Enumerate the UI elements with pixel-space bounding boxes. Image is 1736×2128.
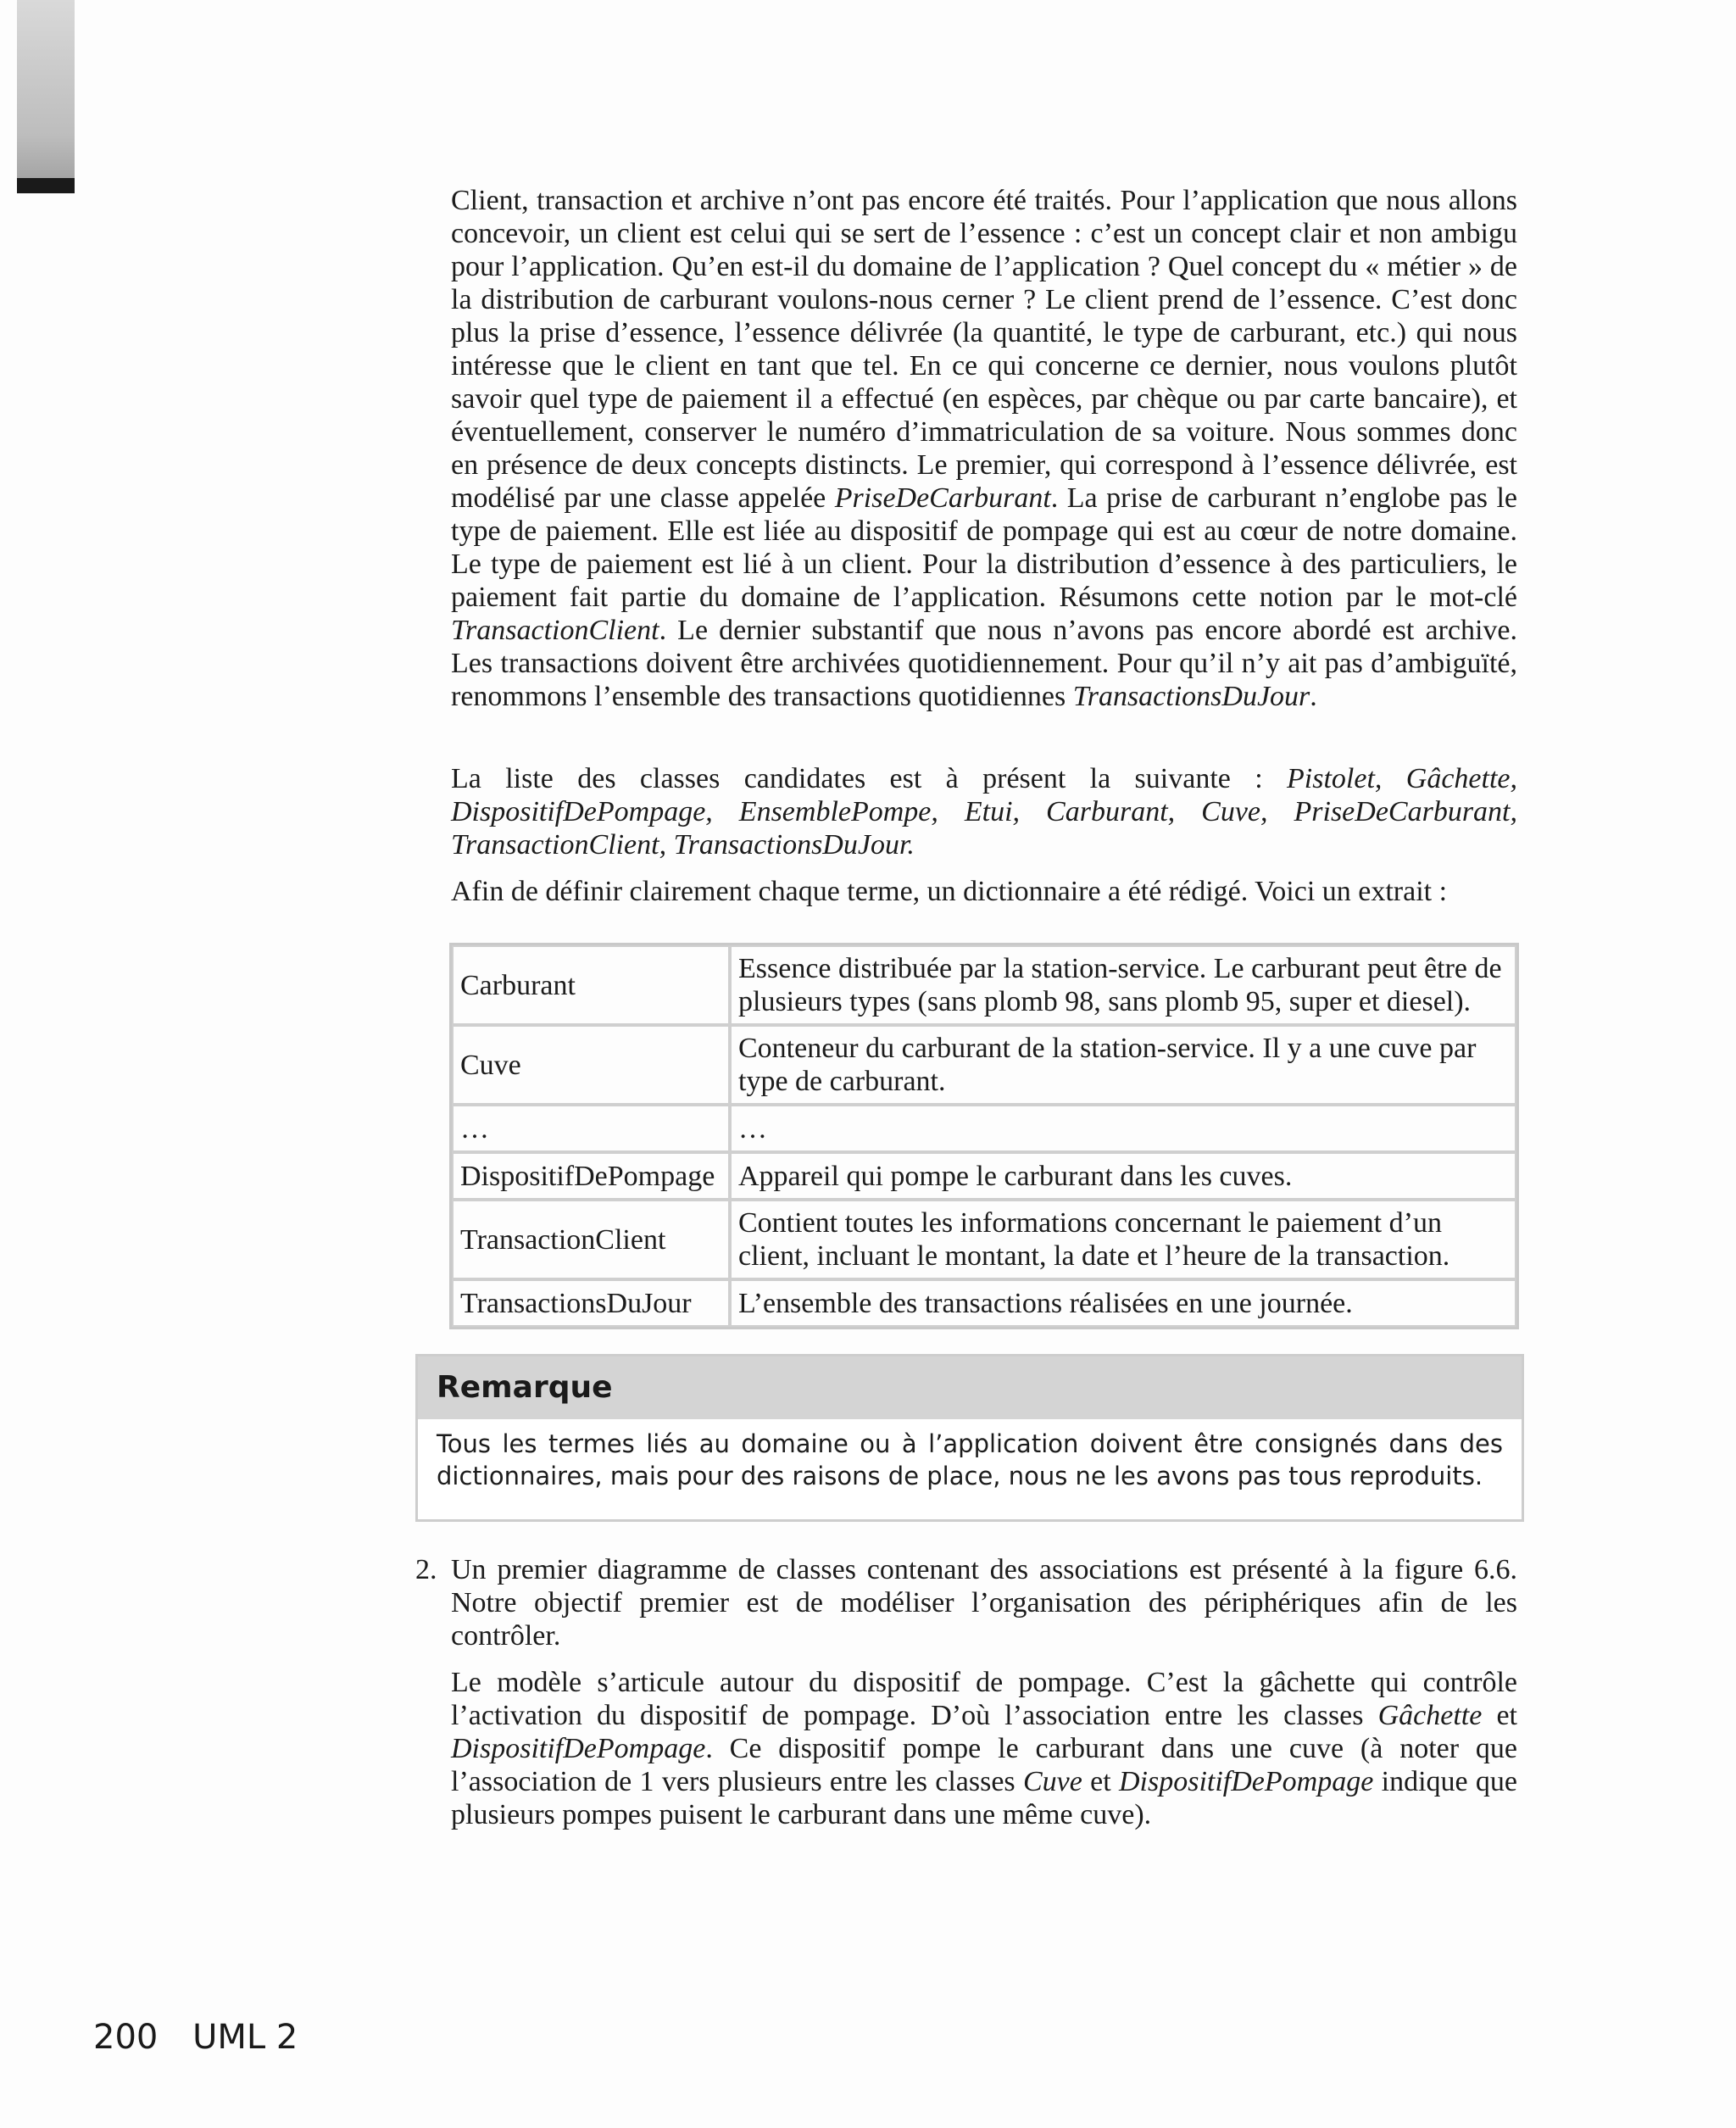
- list-item-paragraph: Un premier diagramme de classes contenant des associations est présenté à la figure 6.6. Notre objectif premier est de modéliser l’organisation des périphériques afin de les contrôler.: [451, 1554, 1517, 1652]
- paragraph-text: Client, transaction et archive n’ont pas encore été traités. Pour l’application que nous allons concevoir, un client est celui qui se sert de l’essence : c’est un concept clair et non ambigu pour l’application. Qu’en est-il du domaine de l’application ? Quel concept du « métier » de la distribution de carburant voulons-nous cerner ? Le client prend de l’essence. C’est donc plus la prise d’essence, l’essence délivrée (la quantité, le type de carburant, etc.) qui nous intéresse que le client en tant que tel. En ce qui concerne ce dernier, nous voulons plutôt savoir quel type de paiement il a effectué (en espèces, par chèque ou par carte bancaire), et éventuellement, conserver le numéro d’immatriculation de sa voiture. Nous sommes donc en présence de deux concepts distincts. Le premier, qui correspond à l’essence délivrée, est modélisé par une classe appelée PriseDeCarburant. La prise de carburant n’englobe pas le type de paiement. Elle est liée au dispositif de pompage qui est au cœur de notre domaine. Le type de paiement est lié à un client. Pour la distribution d’essence à des particuliers, le paiement fait partie du domaine de l’application. Résumons cette notion par le mot-clé TransactionClient. Le dernier substantif que nous n’avons pas encore abordé est archive. Les transactions doivent être archivées quotidiennement. Pour qu’il n’y ait pas d’ambiguïté, renommons l’ensemble des transactions quotidiennes TransactionsDuJour.: [451, 185, 1517, 712]
- italic-term: TransactionsDuJour: [1072, 681, 1310, 712]
- list-item-number: 2.: [415, 1554, 437, 1585]
- paragraph-text: Afin de définir clairement chaque terme, un dictionnaire a été rédigé. Voici un extrait :: [451, 876, 1448, 907]
- dictionary-table: [449, 943, 1519, 1329]
- remark-box: [415, 1354, 1524, 1522]
- italic-term: Pistolet, Gâchette, DispositifDePompage, EnsemblePompe, Etui, Carburant, Cuve, PriseDeCarburant, TransactionClient, TransactionsDuJour.: [451, 763, 1517, 861]
- italic-term: DispositifDePompage: [1119, 1766, 1374, 1797]
- remark-text: Tous les termes liés au domaine ou à l’application doivent être consignés dans des dictionnaires, mais pour des raisons de place, nous ne les avons pas tous reproduits.: [437, 1429, 1503, 1490]
- table-row: [452, 1200, 1516, 1279]
- paragraph-dictionary-intro: [451, 875, 1517, 908]
- dictionary-term: TransactionClient: [452, 1200, 730, 1279]
- dictionary-definition: L’ensemble des transactions réalisées en une journée.: [730, 1279, 1516, 1327]
- page-number: 200: [93, 2018, 159, 2057]
- dictionary-definition: Contient toutes les informations concernant le paiement d’un client, incluant le montant, la date et l’heure de la transaction.: [730, 1200, 1516, 1279]
- dictionary-term: Carburant: [452, 945, 730, 1025]
- table-row: [452, 1279, 1516, 1327]
- table-row: [452, 1025, 1516, 1105]
- italic-term: PriseDeCarburant: [834, 482, 1051, 514]
- remark-title: Remarque: [418, 1356, 1522, 1419]
- dictionary-definition: …: [730, 1105, 1516, 1152]
- table-row: [452, 1105, 1516, 1152]
- chapter-thumb-tab: [17, 0, 75, 193]
- paragraph-candidate-classes: [451, 762, 1517, 861]
- book-title: UML 2: [192, 2018, 298, 2057]
- list-item-content: [451, 1553, 1517, 1831]
- dictionary-term: Cuve: [452, 1025, 730, 1105]
- dictionary-term: …: [452, 1105, 730, 1152]
- table-row: [452, 1152, 1516, 1200]
- table-row: [452, 945, 1516, 1025]
- dictionary-definition: Conteneur du carburant de la station-service. Il y a une cuve par type de carburant.: [730, 1025, 1516, 1105]
- dictionary-term: TransactionsDuJour: [452, 1279, 730, 1327]
- dictionary-term: DispositifDePompage: [452, 1152, 730, 1200]
- italic-term: DispositifDePompage: [451, 1733, 706, 1764]
- list-item-paragraph: Le modèle s’articule autour du dispositif de pompage. C’est la gâchette qui contrôle l’activation du dispositif de pompage. D’où l’association entre les classes Gâchette et DispositifDePompage. Ce dispositif pompe le carburant dans une cuve (à noter que l’association de 1 vers plusieurs entre les classes Cuve et DispositifDePompage indique que plusieurs pompes puisent le carburant dans une même cuve).: [451, 1667, 1518, 1830]
- dictionary-definition: Essence distribuée par la station-service. Le carburant peut être de plusieurs types (sans plomb 98, sans plomb 95, super et diesel).: [730, 945, 1516, 1025]
- italic-term: Gâchette: [1377, 1700, 1483, 1731]
- dictionary-definition: Appareil qui pompe le carburant dans les cuves.: [730, 1152, 1516, 1200]
- chapter-thumb-bar: [17, 178, 75, 193]
- italic-term: TransactionClient: [451, 615, 659, 646]
- numbered-list-item: [415, 1553, 1517, 1845]
- paragraph-concepts: [451, 184, 1517, 713]
- paragraph-text: La liste des classes candidates est à présent la suivante : Pistolet, Gâchette, DispositifDePompage, EnsemblePompe, Etui, Carburant, Cuve, PriseDeCarburant, TransactionClient, TransactionsDuJour.: [451, 763, 1517, 861]
- page-footer: [93, 2018, 321, 2057]
- italic-term: Cuve: [1022, 1766, 1082, 1797]
